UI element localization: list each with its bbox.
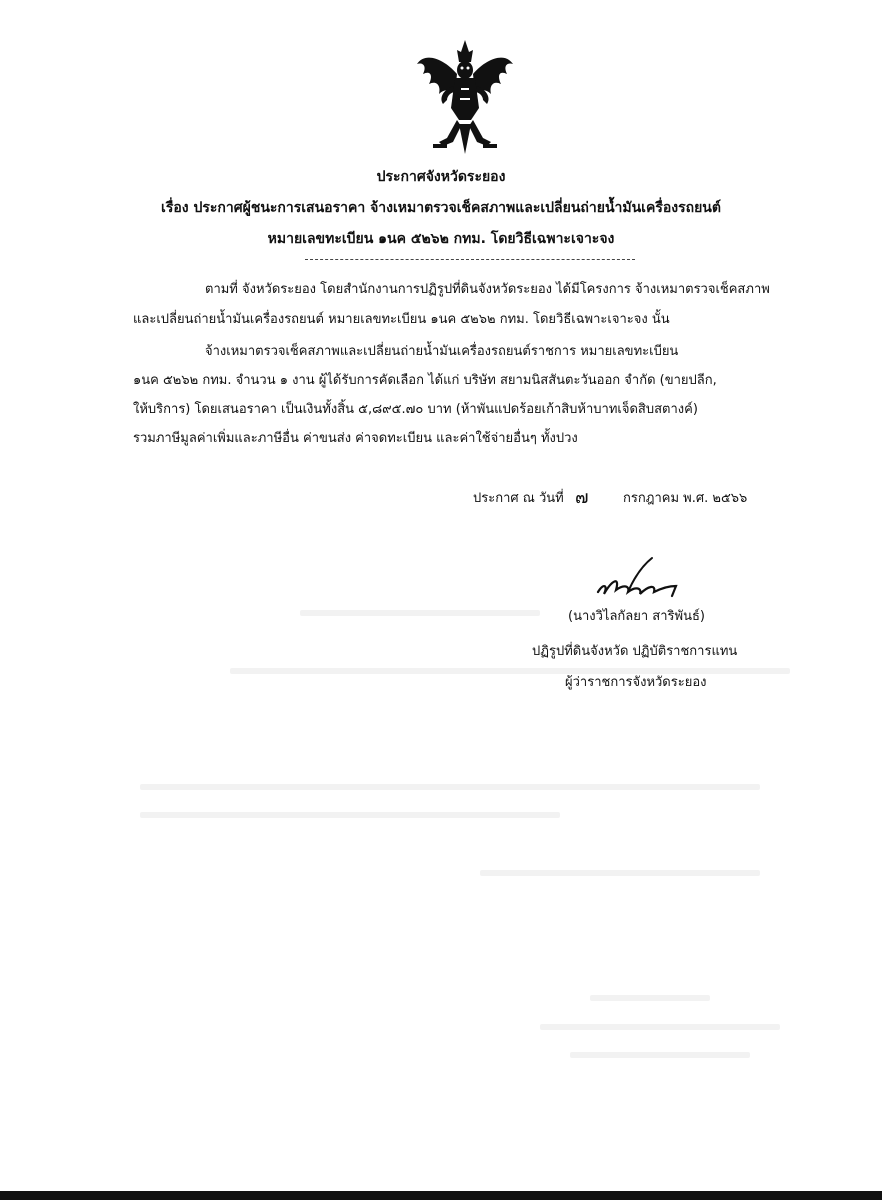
signatory-name: (นางวิไลกัลยา สาริพันธ์) — [568, 609, 705, 624]
signatory-position-line2: ผู้ว่าราชการจังหวัดระยอง — [565, 675, 707, 690]
announcement-month-year: กรกฎาคม พ.ศ. ๒๕๖๖ — [623, 491, 748, 506]
garuda-emblem-icon — [413, 38, 517, 156]
bleed-through-mark — [540, 1024, 780, 1030]
document-subject: เรื่อง ประกาศผู้ชนะการเสนอราคา จ้างเหมาตรวจเช็คสภาพและเปลี่ยนถ่ายน้ำมันเครื่องรถยนต์ — [161, 200, 721, 216]
bleed-through-mark — [570, 1052, 750, 1058]
bleed-through-mark — [140, 812, 560, 818]
body-line: ตามที่ จังหวัดระยอง โดยสำนักงานการปฏิรูปที่ดินจังหวัดระยอง ได้มีโครงการ จ้างเหมาตรวจเช็คสภาพ — [205, 282, 770, 297]
handwritten-signature — [590, 556, 700, 600]
body-line: ให้บริการ) โดยเสนอราคา เป็นเงินทั้งสิ้น ๕,๘๙๕.๗๐ บาท (ห้าพันแปดร้อยเก้าสิบห้าบาทเจ็ดสิบสตางค์) — [133, 402, 698, 417]
bleed-through-mark — [300, 610, 540, 616]
bleed-through-mark — [480, 870, 760, 876]
announcement-day: ๗ — [575, 487, 589, 508]
body-line: และเปลี่ยนถ่ายน้ำมันเครื่องรถยนต์ หมายเลขทะเบียน ๑นค ๕๒๖๒ กทม. โดยวิธีเฉพาะเจาะจง นั้น — [133, 312, 670, 327]
announcement-prefix: ประกาศ ณ วันที่ — [473, 491, 564, 506]
title-separator — [305, 259, 635, 260]
bleed-through-mark — [590, 995, 710, 1001]
bleed-through-mark — [230, 668, 790, 674]
scan-bottom-edge — [0, 1191, 882, 1200]
body-line: รวมภาษีมูลค่าเพิ่มและภาษีอื่น ค่าขนส่ง ค่าจดทะเบียน และค่าใช้จ่ายอื่นๆ ทั้งปวง — [133, 431, 578, 446]
bleed-through-mark — [140, 784, 760, 790]
body-line: จ้างเหมาตรวจเช็คสภาพและเปลี่ยนถ่ายน้ำมันเครื่องรถยนต์ราชการ หมายเลขทะเบียน — [205, 344, 679, 359]
signatory-position: ปฏิรูปที่ดินจังหวัด ปฏิบัติราชการแทน — [532, 644, 738, 659]
document-title: ประกาศจังหวัดระยอง — [376, 169, 506, 185]
body-line: ๑นค ๕๒๖๒ กทม. จำนวน ๑ งาน ผู้ได้รับการคัดเลือก ได้แก่ บริษัท สยามนิสสันตะวันออก จำกัด (ขายปลีก, — [133, 373, 717, 388]
document-subject-line2: หมายเลขทะเบียน ๑นค ๕๒๖๒ กทม. โดยวิธีเฉพาะเจาะจง — [267, 231, 615, 247]
